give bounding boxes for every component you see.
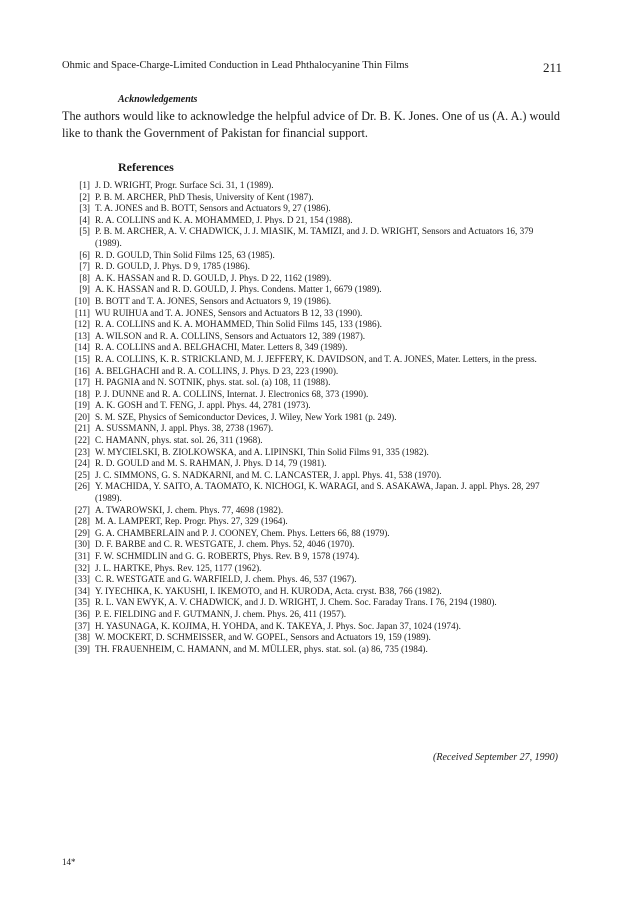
reference-number: [8] — [79, 272, 90, 283]
reference-text: H. PAGNIA and N. SOTNIK, phys. stat. sol. (a) 108, 11 (1988). — [95, 377, 331, 388]
reference-text: H. YASUNAGA, K. KOJIMA, H. YOHDA, and K. TAKEYA, J. Phys. Soc. Japan 37, 1024 (1974). — [95, 620, 461, 631]
reference-item — [62, 435, 560, 447]
reference-number: [6] — [79, 249, 90, 260]
reference-number: [31] — [74, 551, 90, 561]
reference-number: [39] — [74, 643, 90, 654]
reference-text: J. C. SIMMONS, G. S. NADKARNI, and M. C. LANCASTER, J. appl. Phys. 41, 538 (1970). — [95, 469, 442, 480]
reference-item — [62, 215, 560, 227]
reference-text: A. SUSSMANN, J. appl. Phys. 38, 2738 (1967). — [95, 423, 274, 434]
reference-text: T. A. JONES and B. BOTT, Sensors and Actuators 9, 27 (1986). — [95, 203, 331, 214]
reference-text: W. MOCKERT, D. SCHMEISSER, and W. GOPEL, Sensors and Actuators 19, 159 (1989). — [95, 632, 431, 643]
reference-item — [62, 331, 560, 343]
reference-number: [14] — [74, 342, 90, 353]
reference-text: A. K. GOSH and T. FENG, J. appl. Phys. 44, 2781 (1973). — [95, 400, 311, 411]
reference-number: [1] — [79, 180, 90, 190]
reference-item — [62, 389, 560, 401]
reference-item — [62, 284, 560, 296]
reference-text: M. A. LAMPERT, Rep. Progr. Phys. 27, 329 (1964). — [95, 516, 288, 527]
reference-text: P. J. DUNNE and R. A. COLLINS, Internat. J. Electronics 68, 373 (1990). — [95, 388, 369, 399]
references-heading: References — [118, 160, 174, 174]
reference-item — [62, 539, 560, 551]
reference-number: [29] — [74, 527, 90, 538]
reference-number: [17] — [74, 377, 90, 388]
reference-number: [4] — [79, 214, 90, 225]
reference-number: [16] — [74, 365, 90, 376]
reference-number: [27] — [74, 504, 90, 515]
reference-item — [62, 192, 560, 204]
reference-number: [12] — [74, 319, 90, 330]
reference-number: [7] — [79, 261, 90, 272]
reference-number: [33] — [74, 574, 90, 585]
reference-number: [23] — [74, 446, 90, 457]
reference-text: C. HAMANN, phys. stat. sol. 26, 311 (1968). — [95, 435, 263, 446]
reference-text: W. MYCIELSKI, B. ZIOLKOWSKA, and A. LIPINSKI, Thin Solid Films 91, 335 (1982). — [95, 446, 429, 457]
reference-text: TH. FRAUENHEIM, C. HAMANN, and M. MÜLLER, phys. stat. sol. (a) 86, 735 (1984). — [95, 643, 428, 654]
reference-number: [20] — [74, 411, 90, 422]
reference-number: [38] — [74, 632, 90, 643]
acknowledgements-heading: Acknowledgements — [118, 94, 198, 105]
reference-item — [62, 609, 560, 621]
reference-item — [62, 481, 560, 504]
reference-item — [62, 250, 560, 262]
running-header — [62, 60, 562, 76]
reference-item — [62, 308, 560, 320]
reference-item — [62, 574, 560, 586]
acknowledgements-text: The authors would like to acknowledge the helpful advice of Dr. B. K. Jones. One of us (A. A.) would like to thank the Government of Pakistan for financial support. — [62, 109, 560, 140]
reference-item — [62, 644, 560, 656]
reference-item — [62, 377, 560, 389]
reference-item — [62, 203, 560, 215]
reference-item — [62, 226, 560, 249]
reference-text: A. K. HASSAN and R. D. GOULD, J. Phys. Condens. Matter 1, 6679 (1989). — [95, 284, 382, 295]
reference-text: F. W. SCHMIDLIN and G. G. ROBERTS, Phys. Rev. B 9, 1578 (1974). — [95, 551, 360, 561]
page-number: 211 — [542, 60, 562, 75]
reference-text: J. D. WRIGHT, Progr. Surface Sci. 31, 1 (1989). — [95, 180, 274, 190]
reference-item — [62, 563, 560, 575]
reference-number: [13] — [74, 330, 90, 341]
reference-number: [25] — [74, 469, 90, 480]
reference-item — [62, 458, 560, 470]
reference-text: R. A. COLLINS, K. R. STRICKLAND, M. J. JEFFERY, K. DAVIDSON, and T. A. JONES, Mater. Letters, in the press. — [95, 353, 537, 364]
reference-item — [62, 516, 560, 528]
reference-item — [62, 447, 560, 459]
reference-number: [9] — [79, 284, 90, 295]
reference-number: [21] — [74, 423, 90, 434]
reference-text: R. A. COLLINS and K. A. MOHAMMED, J. Phys. D 21, 154 (1988). — [95, 214, 353, 225]
reference-number: [32] — [74, 562, 90, 573]
received-date: (Received September 27, 1990) — [433, 752, 558, 763]
reference-number: [5] — [79, 226, 90, 237]
reference-text: R. D. GOULD, J. Phys. D 9, 1785 (1986). — [95, 261, 250, 272]
reference-number: [2] — [79, 191, 90, 202]
reference-text: R. D. GOULD and M. S. RAHMAN, J. Phys. D 14, 79 (1981). — [95, 458, 327, 469]
reference-number: [36] — [74, 608, 90, 619]
reference-number: [26] — [74, 481, 90, 492]
reference-text: A. WILSON and R. A. COLLINS, Sensors and Actuators 12, 389 (1987). — [95, 330, 366, 341]
reference-text: A. K. HASSAN and R. D. GOULD, J. Phys. D 22, 1162 (1989). — [95, 272, 332, 283]
reference-item — [62, 261, 560, 273]
reference-item — [62, 621, 560, 633]
reference-text: R. D. GOULD, Thin Solid Films 125, 63 (1985). — [95, 249, 275, 260]
reference-text: P. B. M. ARCHER, PhD Thesis, University of Kent (1987). — [95, 191, 314, 202]
reference-item — [62, 632, 560, 644]
reference-number: [28] — [74, 516, 90, 527]
reference-text: B. BOTT and T. A. JONES, Sensors and Actuators 9, 19 (1986). — [95, 295, 332, 306]
footer-signature: 14* — [62, 857, 76, 867]
reference-number: [3] — [79, 203, 90, 214]
reference-item — [62, 366, 560, 378]
reference-item — [62, 597, 560, 609]
reference-text: C. R. WESTGATE and G. WARFIELD, J. chem. Phys. 46, 537 (1967). — [95, 574, 357, 585]
reference-item — [62, 342, 560, 354]
reference-text: R. L. VAN EWYK, A. V. CHADWICK, and J. D. WRIGHT, J. Chem. Soc. Faraday Trans. I 76, 2194 (1980). — [95, 597, 497, 608]
reference-text: R. A. COLLINS and A. BELGHACHI, Mater. Letters 8, 349 (1989). — [95, 342, 348, 353]
reference-number: [22] — [74, 435, 90, 446]
reference-text: P. B. M. ARCHER, A. V. CHADWICK, J. J. MIASIK, M. TAMIZI, and J. D. WRIGHT, Sensors and Actuators 16, 379 (1989). — [95, 226, 534, 248]
reference-text: D. F. BARBE and C. R. WESTGATE, J. chem. Phys. 52, 4046 (1970). — [95, 539, 355, 550]
reference-number: [11] — [75, 307, 90, 318]
reference-item — [62, 505, 560, 517]
reference-number: [15] — [74, 353, 90, 364]
reference-item — [62, 180, 560, 192]
reference-item — [62, 400, 560, 412]
reference-number: [10] — [74, 295, 90, 306]
reference-text: G. A. CHAMBERLAIN and P. J. COONEY, Chem. Phys. Letters 66, 88 (1979). — [95, 527, 390, 538]
reference-number: [18] — [74, 388, 90, 399]
reference-number: [30] — [74, 539, 90, 550]
reference-number: [34] — [74, 585, 90, 596]
reference-item — [62, 354, 560, 366]
reference-item — [62, 412, 560, 424]
reference-text: P. E. FIELDING and F. GUTMANN, J. chem. Phys. 26, 411 (1957). — [95, 608, 347, 619]
reference-item — [62, 273, 560, 285]
reference-text: R. A. COLLINS and K. A. MOHAMMED, Thin Solid Films 145, 133 (1986). — [95, 319, 382, 330]
reference-item — [62, 551, 560, 563]
reference-item — [62, 470, 560, 482]
reference-item — [62, 296, 560, 308]
reference-number: [37] — [74, 620, 90, 631]
reference-item — [62, 319, 560, 331]
reference-text: Y. IYECHIKA, K. YAKUSHI, I. IKEMOTO, and H. KURODA, Acta. cryst. B38, 766 (1982). — [95, 585, 442, 596]
reference-item — [62, 586, 560, 598]
reference-text: S. M. SZE, Physics of Semiconductor Devices, J. Wiley, New York 1981 (p. 249). — [95, 411, 397, 422]
reference-text: WU RUIHUA and T. A. JONES, Sensors and Actuators B 12, 33 (1990). — [95, 307, 363, 318]
running-title: Ohmic and Space-Charge-Limited Conduction in Lead Phthalocyanine Thin Films — [62, 60, 409, 71]
reference-number: [19] — [74, 400, 90, 411]
reference-number: [35] — [74, 597, 90, 608]
reference-text: A. TWAROWSKI, J. chem. Phys. 77, 4698 (1982). — [95, 504, 284, 515]
reference-number: [24] — [74, 458, 90, 469]
reference-text: J. L. HARTKE, Phys. Rev. 125, 1177 (1962). — [95, 562, 262, 573]
reference-item — [62, 528, 560, 540]
reference-text: Y. MACHIDA, Y. SAITO, A. TAOMATO, K. NICHOGI, K. WARAGI, and S. ASAKAWA, Japan. J. appl. Phys. 28, 297 (1989). — [95, 481, 540, 504]
reference-item — [62, 423, 560, 435]
reference-list — [62, 180, 560, 655]
reference-text: A. BELGHACHI and R. A. COLLINS, J. Phys. D 23, 223 (1990). — [95, 365, 339, 376]
